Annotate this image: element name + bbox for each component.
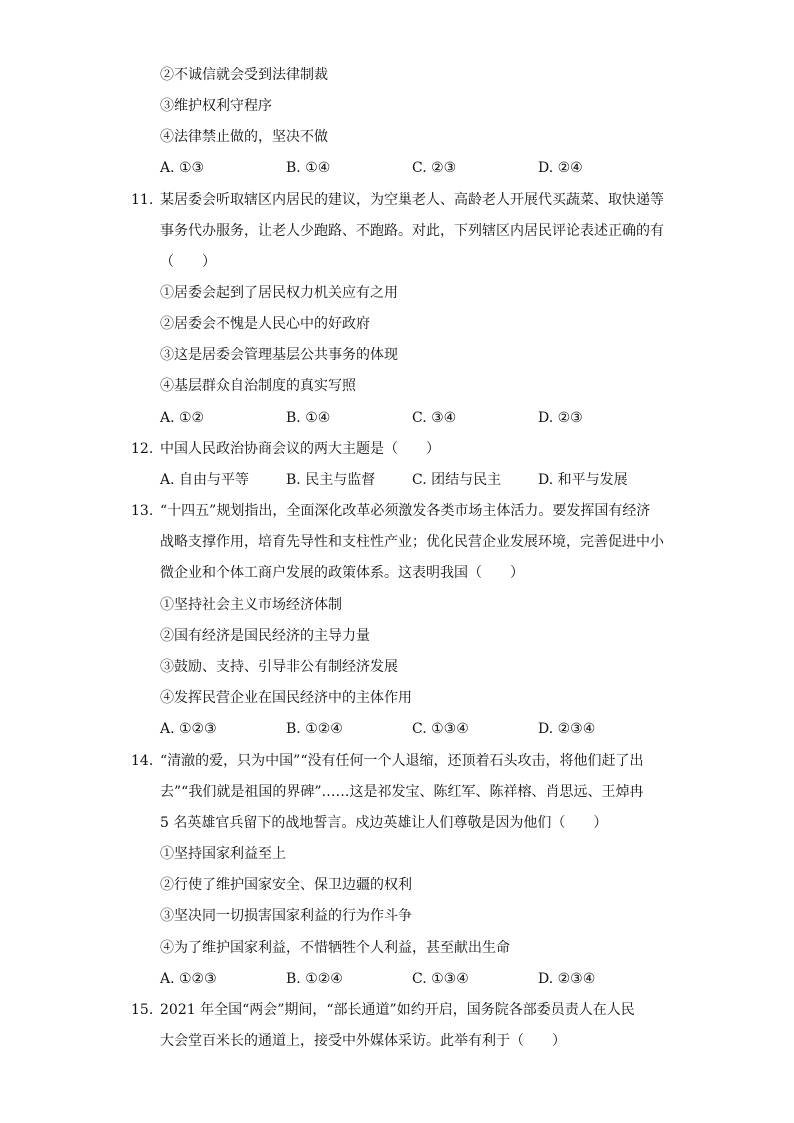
statement: ③这是居委会管理基层公共事务的体现	[160, 347, 398, 363]
question-stem: 某居委会听取辖区内居民的建议，为空巢老人、高龄老人开展代买蔬菜、取快递等	[160, 192, 664, 208]
statement: ②行使了维护国家安全、保卫边疆的权利	[160, 877, 412, 893]
option-a: A. ①②③	[160, 971, 217, 987]
option-c: C. ①③④	[412, 971, 469, 987]
question-stem: “十四五”规划指出，全面深化改革必须激发各类市场主体活力。要发挥国有经济	[160, 503, 651, 519]
option-d: D. ②④	[538, 160, 583, 176]
question-stem: 5 名英雄官兵留下的战地誓言。戍边英雄让人们尊敬是因为他们（ ）	[160, 815, 608, 831]
option-c: C. ③④	[412, 410, 457, 426]
option-c: C. ①③④	[412, 721, 469, 737]
statement: ①坚持社会主义市场经济体制	[160, 597, 342, 613]
option-d: D. ②③	[538, 410, 583, 426]
option-a: A. ①②③	[160, 721, 217, 737]
option-b: B. ①②④	[286, 971, 343, 987]
option-d: D. ②③④	[538, 971, 596, 987]
statement: ①居委会起到了居民权力机关应有之用	[160, 285, 398, 301]
option-d: D. ②③④	[538, 721, 596, 737]
question-number: 11.	[131, 192, 154, 208]
statement: ③鼓励、支持、引导非公有制经济发展	[160, 659, 398, 675]
option-a: A. ①③	[160, 160, 205, 176]
option-b: B. 民主与监督	[286, 472, 376, 488]
statement: ④法律禁止做的，坚决不做	[160, 129, 328, 145]
statement: ①坚持国家利益至上	[160, 846, 286, 862]
option-a: A. 自由与平等	[160, 472, 250, 488]
statement: ②居委会不愧是人民心中的好政府	[160, 316, 370, 332]
option-c: C. 团结与民主	[412, 472, 502, 488]
question-number: 14.	[131, 753, 154, 769]
question-stem: 事务代办服务，让老人少跑路、不跑路。对此，下列辖区内居民评论表述正确的有	[160, 223, 664, 239]
question-stem: 2021 年全国“两会”期间，“部长通道”如约开启，国务院各部委员责人在人民	[160, 1002, 635, 1018]
statement: ④发挥民营企业在国民经济中的主体作用	[160, 690, 412, 706]
option-b: B. ①④	[286, 410, 331, 426]
statement: ③坚决同一切损害国家利益的行为作斗争	[160, 908, 412, 924]
question-stem: 中国人民政治协商会议的两大主题是（ ）	[160, 441, 440, 457]
question-stem: 大会堂百米长的通道上，接受中外媒体采访。此举有利于（ ）	[160, 1033, 566, 1049]
option-b: B. ①②④	[286, 721, 343, 737]
statement: ②国有经济是国民经济的主导力量	[160, 628, 370, 644]
statement: ②不诚信就会受到法律制裁	[160, 67, 328, 83]
question-stem: 去”“我们就是祖国的界碑”……这是祁发宝、陈红军、陈祥榕、肖思远、王焯冉	[160, 784, 644, 800]
option-a: A. ①②	[160, 410, 205, 426]
question-stem: 战略支撑作用，培育先导性和支柱性产业；优化民营企业发展环境，完善促进中小	[160, 534, 664, 550]
option-b: B. ①④	[286, 160, 331, 176]
option-c: C. ②③	[412, 160, 457, 176]
statement: ③维护权利守程序	[160, 98, 272, 114]
statement: ④为了维护国家利益，不惜牺牲个人利益，甚至献出生命	[160, 940, 510, 956]
question-stem: “清澈的爱，只为中国”“没有任何一个人退缩，还顶着石头攻击，将他们赶了出	[160, 753, 644, 769]
question-stem: 微企业和个体工商户发展的政策体系。这表明我国（ ）	[160, 565, 524, 581]
question-number: 15.	[131, 1002, 154, 1018]
answer-blank: （ ）	[160, 254, 216, 270]
question-number: 12.	[131, 441, 154, 457]
question-number: 13.	[131, 503, 154, 519]
statement: ④基层群众自治制度的真实写照	[160, 378, 356, 394]
option-d: D. 和平与发展	[538, 472, 628, 488]
